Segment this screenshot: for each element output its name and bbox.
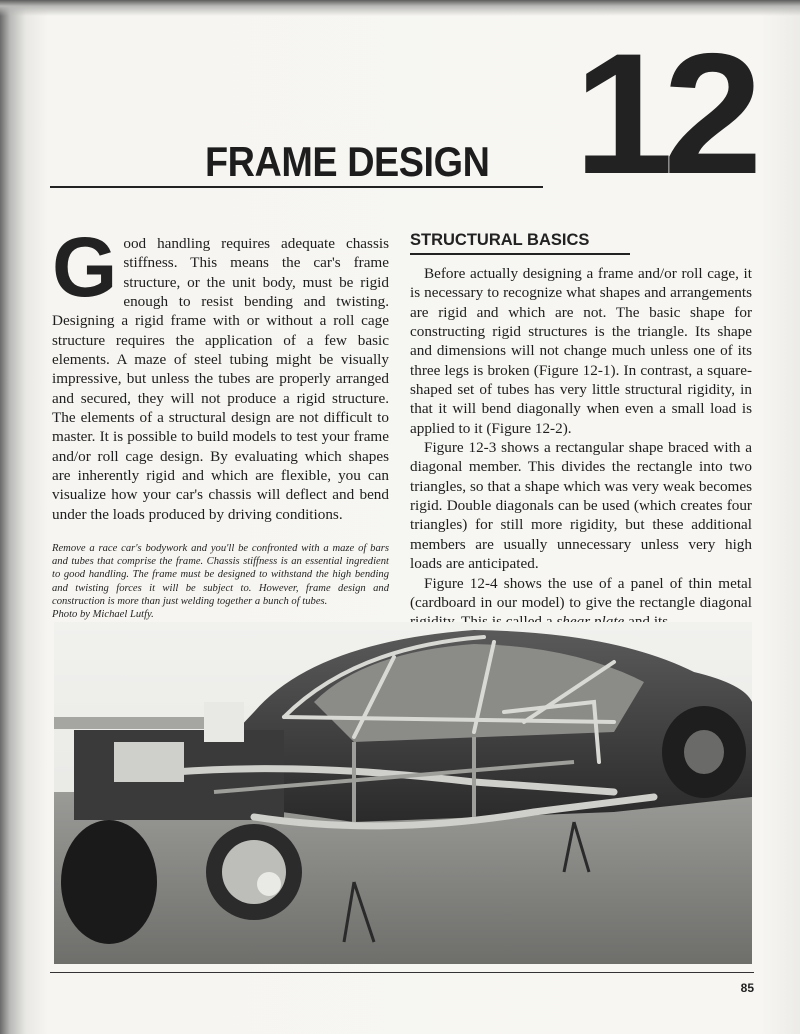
chapter-title: FRAME DESIGN [205, 138, 490, 185]
chassis-photo [54, 622, 752, 964]
title-underline [50, 186, 543, 188]
body-column [410, 264, 752, 632]
page-number: 85 [740, 981, 754, 995]
body-paragraph-1: Before actually designing a frame and/or roll cage, it is necessary to recognize what shapes and arrangements are rigid and which are not. The basic shape for constructing rigid structures is the triangle. Its shape and dimensions will not change much unless one of its three legs is broken (Figure 12-1). In contrast, a square-shaped set of tubes has very little structural rigidity, in that it will bend diagonally when even a small load is applied to it (Figure 12-2). [410, 265, 752, 437]
photo-caption [52, 542, 389, 621]
photo-credit: Photo by Michael Lutfy. [52, 609, 154, 621]
intro-column [52, 220, 389, 524]
chassis-photo-illustration [54, 622, 752, 964]
caption-text: Remove a race car's bodywork and you'll be confronted with a maze of bars and tubes that comprise the frame. Chassis stiffness is an essential ingredient to good handling. The frame must be designed to withstand the high bending and twisting forces it will be subject to. However, frame design and construction is more than just welding together a bunch of tubes. [52, 543, 389, 607]
chapter-number: 12 [574, 18, 753, 210]
section-heading: STRUCTURAL BASICS [410, 229, 630, 255]
intro-paragraph: ood handling requires adequate chassis stiffness. This means the car's frame structure, or the unit body, must be rigid enough to resist bending and twisting. Designing a rigid frame with or without a roll cage structure requires the application of a few basic elements. A maze of steel tubing might be visually impressive, but unless the tubes are properly arranged and secured, they will not produce a rigid structure. The elements of a structural design are not difficult to master. It is possible to build models to test your frame and/or roll cage design. By evaluating which shapes are inherently rigid and which are flexible, you can visualize how your car's chassis will deflect and bend under the loads produced by driving conditions. [52, 235, 389, 523]
footer-rule [50, 972, 754, 973]
body-paragraph-2: Figure 12-3 shows a rectangular shape braced with a diagonal member. This divides the rectangle into two triangles, so that a shape which was very weak becomes rigid. Double diagonals can be used (which creates four triangles) for still more rigidity, but these additional members are usually unnecessary unless very high loads are anticipated. [410, 439, 752, 573]
body-paragraph-3-start: Figure 12-4 shows the use of a panel of thin metal (cardboard in our model) to give the rectangle diagonal [410, 574, 752, 611]
drop-cap: G [52, 220, 118, 314]
binding-shadow [0, 0, 800, 16]
